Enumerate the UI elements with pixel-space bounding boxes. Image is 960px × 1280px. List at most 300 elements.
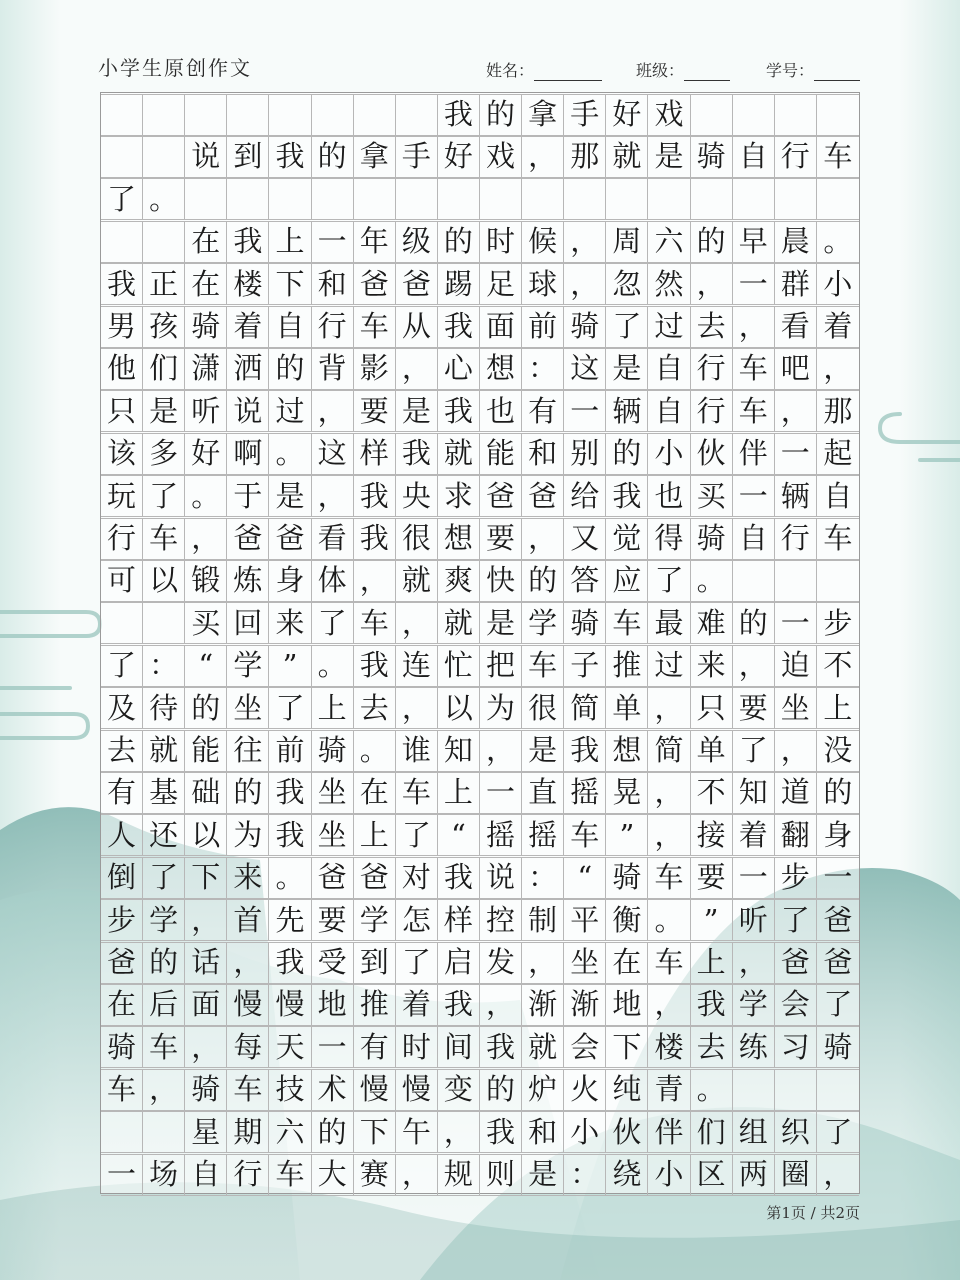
grid-cell: 体 bbox=[312, 560, 354, 602]
grid-cell: “ bbox=[185, 645, 227, 687]
grid-cell bbox=[101, 1111, 143, 1153]
grid-cell: 着 bbox=[733, 814, 775, 856]
grid-cell: 然 bbox=[648, 263, 690, 305]
grid-cell: 爸 bbox=[396, 263, 438, 305]
grid-cell: ， bbox=[733, 942, 775, 984]
grid-cell: 到 bbox=[227, 136, 269, 178]
grid-cell: 就 bbox=[438, 602, 480, 644]
grid-row bbox=[101, 730, 859, 772]
grid-cell: ， bbox=[480, 984, 522, 1026]
grid-cell: 答 bbox=[564, 560, 606, 602]
grid-cell: 摇 bbox=[522, 814, 564, 856]
grid-cell: 我 bbox=[606, 475, 648, 517]
grid-cell: 是 bbox=[480, 602, 522, 644]
grid-cell: 辆 bbox=[775, 475, 817, 517]
grid-cell: 在 bbox=[185, 263, 227, 305]
grid-cell: 样 bbox=[354, 433, 396, 475]
grid-cell: 忙 bbox=[438, 645, 480, 687]
grid-cell: 我 bbox=[396, 433, 438, 475]
grid-cell bbox=[733, 94, 775, 136]
grid-cell bbox=[480, 178, 522, 220]
grid-row bbox=[101, 942, 859, 984]
grid-cell: 好 bbox=[438, 136, 480, 178]
grid-cell: 一 bbox=[733, 857, 775, 899]
grid-cell: 六 bbox=[269, 1111, 311, 1153]
grid-cell: 启 bbox=[438, 942, 480, 984]
grid-cell: 行 bbox=[775, 518, 817, 560]
grid-cell: 人 bbox=[101, 814, 143, 856]
grid-cell bbox=[775, 178, 817, 220]
grid-cell: 一 bbox=[733, 263, 775, 305]
grid-cell: 男 bbox=[101, 306, 143, 348]
grid-cell: 我 bbox=[438, 306, 480, 348]
grid-cell: 行 bbox=[691, 390, 733, 432]
grid-cell: 就 bbox=[143, 730, 185, 772]
grid-cell: 应 bbox=[606, 560, 648, 602]
grid-cell: ， bbox=[775, 390, 817, 432]
grid-cell: ， bbox=[733, 306, 775, 348]
grid-cell: 锻 bbox=[185, 560, 227, 602]
grid-cell: 我 bbox=[269, 136, 311, 178]
grid-cell: 为 bbox=[480, 687, 522, 729]
grid-cell: 一 bbox=[312, 221, 354, 263]
grid-cell: 车 bbox=[227, 1069, 269, 1111]
grid-cell: 础 bbox=[185, 772, 227, 814]
grid-cell: 背 bbox=[312, 348, 354, 390]
grid-cell bbox=[143, 602, 185, 644]
grid-cell: 过 bbox=[269, 390, 311, 432]
grid-cell: 上 bbox=[691, 942, 733, 984]
grid-cell: 有 bbox=[522, 390, 564, 432]
grid-cell: 最 bbox=[648, 602, 690, 644]
grid-cell: 心 bbox=[438, 348, 480, 390]
grid-cell: ： bbox=[143, 645, 185, 687]
grid-cell: 球 bbox=[522, 263, 564, 305]
grid-cell: 要 bbox=[691, 857, 733, 899]
grid-cell: 车 bbox=[817, 518, 859, 560]
grid-cell: 的 bbox=[227, 772, 269, 814]
grid-cell: 听 bbox=[185, 390, 227, 432]
grid-cell: ， bbox=[396, 1154, 438, 1196]
grid-cell: 就 bbox=[522, 1026, 564, 1068]
grid-cell bbox=[817, 1069, 859, 1111]
grid-cell: 了 bbox=[775, 899, 817, 941]
grid-cell: 的 bbox=[606, 433, 648, 475]
grid-cell: 爸 bbox=[354, 263, 396, 305]
page-indicator: 第1页 / 共2页 bbox=[766, 1204, 860, 1222]
grid-cell: 。 bbox=[648, 899, 690, 941]
grid-cell: 以 bbox=[185, 814, 227, 856]
grid-cell: 好 bbox=[185, 433, 227, 475]
grid-cell: 晨 bbox=[775, 221, 817, 263]
grid-cell: ： bbox=[522, 857, 564, 899]
grid-cell: 坐 bbox=[564, 942, 606, 984]
grid-cell bbox=[227, 94, 269, 136]
grid-cell: ， bbox=[227, 942, 269, 984]
grid-cell: ： bbox=[522, 348, 564, 390]
grid-cell: 要 bbox=[480, 518, 522, 560]
grid-row bbox=[101, 1111, 859, 1153]
grid-cell: 去 bbox=[101, 730, 143, 772]
grid-cell: 爸 bbox=[522, 475, 564, 517]
grid-cell: 时 bbox=[396, 1026, 438, 1068]
grid-cell: 自 bbox=[733, 136, 775, 178]
grid-cell: ， bbox=[522, 136, 564, 178]
grid-cell: 一 bbox=[817, 857, 859, 899]
name-blank[interactable] bbox=[534, 62, 602, 81]
grid-cell: 就 bbox=[396, 560, 438, 602]
grid-cell: 过 bbox=[648, 645, 690, 687]
grid-cell: 这 bbox=[312, 433, 354, 475]
grid-cell: ” bbox=[606, 814, 648, 856]
grid-cell: 上 bbox=[312, 687, 354, 729]
grid-cell: 伙 bbox=[691, 433, 733, 475]
grid-cell: 简 bbox=[564, 687, 606, 729]
grid-cell: ， bbox=[691, 263, 733, 305]
grid-cell: 骑 bbox=[564, 306, 606, 348]
grid-cell: 求 bbox=[438, 475, 480, 517]
grid-cell bbox=[101, 221, 143, 263]
grid-cell: 上 bbox=[817, 687, 859, 729]
grid-cell: 行 bbox=[775, 136, 817, 178]
grid-cell: ， bbox=[185, 518, 227, 560]
grid-cell bbox=[606, 178, 648, 220]
grid-cell: 爸 bbox=[101, 942, 143, 984]
grid-cell: 买 bbox=[185, 602, 227, 644]
grid-cell: 我 bbox=[269, 814, 311, 856]
grid-cell: 青 bbox=[648, 1069, 690, 1111]
grid-cell bbox=[354, 178, 396, 220]
grid-cell: 能 bbox=[185, 730, 227, 772]
grid-cell: 去 bbox=[691, 1026, 733, 1068]
grid-cell: 爸 bbox=[227, 518, 269, 560]
grid-cell: 快 bbox=[480, 560, 522, 602]
grid-cell bbox=[817, 178, 859, 220]
grid-cell: 每 bbox=[227, 1026, 269, 1068]
grid-cell: 怎 bbox=[396, 899, 438, 941]
grid-cell: 星 bbox=[185, 1111, 227, 1153]
grid-cell bbox=[733, 560, 775, 602]
grid-cell bbox=[648, 178, 690, 220]
grid-cell: 期 bbox=[227, 1111, 269, 1153]
grid-cell: 面 bbox=[480, 306, 522, 348]
grid-cell: 了 bbox=[396, 942, 438, 984]
grid-row bbox=[101, 1026, 859, 1068]
grid-cell: 手 bbox=[396, 136, 438, 178]
grid-cell: 自 bbox=[269, 306, 311, 348]
grid-cell: 地 bbox=[606, 984, 648, 1026]
grid-cell: 爸 bbox=[480, 475, 522, 517]
grid-cell: 楼 bbox=[227, 263, 269, 305]
grid-cell: 。 bbox=[143, 178, 185, 220]
grid-cell: 给 bbox=[564, 475, 606, 517]
grid-cell bbox=[733, 178, 775, 220]
grid-cell: 早 bbox=[733, 221, 775, 263]
grid-cell: 一 bbox=[775, 602, 817, 644]
grid-cell: 的 bbox=[312, 136, 354, 178]
grid-cell: ： bbox=[564, 1154, 606, 1196]
grid-cell bbox=[227, 178, 269, 220]
grid-cell: 练 bbox=[733, 1026, 775, 1068]
grid-cell: 也 bbox=[648, 475, 690, 517]
grid-cell: 的 bbox=[312, 1111, 354, 1153]
grid-cell: 央 bbox=[396, 475, 438, 517]
grid-cell bbox=[143, 1111, 185, 1153]
grid-cell: 说 bbox=[480, 857, 522, 899]
grid-cell: 爸 bbox=[312, 857, 354, 899]
grid-row bbox=[101, 136, 859, 178]
number-blank[interactable] bbox=[814, 62, 860, 81]
grid-row bbox=[101, 475, 859, 517]
grid-cell: 车 bbox=[101, 1069, 143, 1111]
grid-cell: 下 bbox=[606, 1026, 648, 1068]
grid-cell: 说 bbox=[227, 390, 269, 432]
grid-cell: ， bbox=[733, 645, 775, 687]
grid-cell: 坐 bbox=[312, 814, 354, 856]
grid-cell: 技 bbox=[269, 1069, 311, 1111]
grid-row bbox=[101, 306, 859, 348]
class-label: 班级： bbox=[636, 61, 685, 80]
grid-cell: “ bbox=[438, 814, 480, 856]
grid-cell: 骑 bbox=[185, 306, 227, 348]
grid-cell: 骑 bbox=[564, 602, 606, 644]
grid-cell: ， bbox=[312, 390, 354, 432]
grid-cell: “ bbox=[564, 857, 606, 899]
grid-cell: 车 bbox=[522, 645, 564, 687]
grid-cell bbox=[354, 94, 396, 136]
grid-cell: 想 bbox=[438, 518, 480, 560]
grid-cell: 车 bbox=[269, 1154, 311, 1196]
grid-cell: 车 bbox=[354, 306, 396, 348]
grid-cell: 和 bbox=[312, 263, 354, 305]
grid-cell: 骑 bbox=[185, 1069, 227, 1111]
grid-cell: 控 bbox=[480, 899, 522, 941]
grid-cell: 小 bbox=[817, 263, 859, 305]
grid-cell: 有 bbox=[354, 1026, 396, 1068]
grid-cell: 我 bbox=[438, 94, 480, 136]
grid-cell: 在 bbox=[606, 942, 648, 984]
grid-cell: 平 bbox=[564, 899, 606, 941]
grid-cell: 骑 bbox=[691, 136, 733, 178]
grid-cell: 看 bbox=[312, 518, 354, 560]
name-field bbox=[486, 58, 602, 81]
grid-cell: 渐 bbox=[522, 984, 564, 1026]
grid-cell: 待 bbox=[143, 687, 185, 729]
grid-cell: 从 bbox=[396, 306, 438, 348]
grid-cell: 一 bbox=[733, 475, 775, 517]
grid-cell: 时 bbox=[480, 221, 522, 263]
grid-cell: 我 bbox=[691, 984, 733, 1026]
grid-cell: 了 bbox=[143, 475, 185, 517]
grid-cell bbox=[269, 94, 311, 136]
grid-cell: 是 bbox=[396, 390, 438, 432]
grid-cell: 炼 bbox=[227, 560, 269, 602]
grid-cell: 我 bbox=[480, 1111, 522, 1153]
grid-cell: 来 bbox=[691, 645, 733, 687]
grid-cell: ， bbox=[354, 560, 396, 602]
grid-cell: 的 bbox=[733, 602, 775, 644]
grid-cell: ， bbox=[438, 1111, 480, 1153]
grid-cell: 慢 bbox=[269, 984, 311, 1026]
grid-cell: 车 bbox=[648, 857, 690, 899]
grid-cell: 单 bbox=[691, 730, 733, 772]
grid-cell bbox=[775, 1069, 817, 1111]
grid-cell: 一 bbox=[775, 433, 817, 475]
grid-row bbox=[101, 178, 859, 220]
grid-row bbox=[101, 772, 859, 814]
grid-cell: 过 bbox=[648, 306, 690, 348]
grid-cell: 就 bbox=[438, 433, 480, 475]
grid-cell: 要 bbox=[733, 687, 775, 729]
grid-cell: ， bbox=[396, 687, 438, 729]
grid-cell bbox=[438, 178, 480, 220]
grid-cell: 该 bbox=[101, 433, 143, 475]
grid-cell: 学 bbox=[354, 899, 396, 941]
grid-cell: 推 bbox=[354, 984, 396, 1026]
grid-cell: 车 bbox=[606, 602, 648, 644]
grid-cell: 还 bbox=[143, 814, 185, 856]
grid-cell: 骑 bbox=[101, 1026, 143, 1068]
grid-cell: 一 bbox=[312, 1026, 354, 1068]
grid-row bbox=[101, 433, 859, 475]
grid-cell: 前 bbox=[269, 730, 311, 772]
grid-cell: 着 bbox=[817, 306, 859, 348]
grid-cell: 玩 bbox=[101, 475, 143, 517]
grid-cell: 只 bbox=[691, 687, 733, 729]
grid-cell: 和 bbox=[522, 433, 564, 475]
grid-cell: 衡 bbox=[606, 899, 648, 941]
grid-cell: 说 bbox=[185, 136, 227, 178]
grid-cell: 在 bbox=[185, 221, 227, 263]
grid-cell: 我 bbox=[101, 263, 143, 305]
grid-cell: ， bbox=[648, 984, 690, 1026]
grid-cell: 又 bbox=[564, 518, 606, 560]
grid-cell: 来 bbox=[227, 857, 269, 899]
grid-row bbox=[101, 1154, 859, 1196]
grid-cell: 。 bbox=[185, 475, 227, 517]
grid-cell: 骑 bbox=[606, 857, 648, 899]
grid-cell: 上 bbox=[269, 221, 311, 263]
grid-cell bbox=[775, 560, 817, 602]
grid-cell bbox=[101, 136, 143, 178]
page-title: 小学生原创作文 bbox=[98, 56, 252, 80]
grid-cell: 正 bbox=[143, 263, 185, 305]
grid-cell: 发 bbox=[480, 942, 522, 984]
grid-cell bbox=[396, 94, 438, 136]
grid-cell: 戏 bbox=[480, 136, 522, 178]
grid-cell: 下 bbox=[185, 857, 227, 899]
grid-row bbox=[101, 560, 859, 602]
grid-cell bbox=[269, 178, 311, 220]
grid-cell: 样 bbox=[438, 899, 480, 941]
grid-cell: 爸 bbox=[817, 899, 859, 941]
grid-cell: 是 bbox=[648, 136, 690, 178]
grid-cell: 来 bbox=[269, 602, 311, 644]
grid-cell: 话 bbox=[185, 942, 227, 984]
grid-cell: 小 bbox=[564, 1111, 606, 1153]
grid-cell: 术 bbox=[312, 1069, 354, 1111]
grid-cell: 一 bbox=[480, 772, 522, 814]
name-label: 姓名： bbox=[486, 61, 535, 80]
grid-row bbox=[101, 518, 859, 560]
grid-cell: ， bbox=[143, 1069, 185, 1111]
grid-cell: 步 bbox=[817, 602, 859, 644]
grid-cell: 子 bbox=[564, 645, 606, 687]
grid-row bbox=[101, 390, 859, 432]
grid-cell: 去 bbox=[691, 306, 733, 348]
grid-cell bbox=[522, 178, 564, 220]
grid-cell: 好 bbox=[606, 94, 648, 136]
grid-cell: 渐 bbox=[564, 984, 606, 1026]
grid-cell: 摇 bbox=[480, 814, 522, 856]
grid-cell: 。 bbox=[269, 433, 311, 475]
grid-cell: 单 bbox=[606, 687, 648, 729]
grid-cell: 车 bbox=[817, 136, 859, 178]
grid-cell: 小 bbox=[648, 433, 690, 475]
grid-cell bbox=[396, 178, 438, 220]
grid-cell: 行 bbox=[227, 1154, 269, 1196]
grid-cell: 自 bbox=[648, 390, 690, 432]
grid-cell bbox=[101, 94, 143, 136]
grid-cell: 买 bbox=[691, 475, 733, 517]
grid-cell: 了 bbox=[733, 730, 775, 772]
grid-cell: 赛 bbox=[354, 1154, 396, 1196]
grid-cell: ， bbox=[648, 687, 690, 729]
grid-cell: 学 bbox=[227, 645, 269, 687]
grid-cell: 伙 bbox=[606, 1111, 648, 1153]
grid-cell: 炉 bbox=[522, 1069, 564, 1111]
grid-row bbox=[101, 1069, 859, 1111]
grid-cell: 爽 bbox=[438, 560, 480, 602]
grid-cell: 组 bbox=[733, 1111, 775, 1153]
grid-cell: 我 bbox=[354, 475, 396, 517]
grid-cell: 接 bbox=[691, 814, 733, 856]
grid-cell: 。 bbox=[691, 1069, 733, 1111]
grid-cell: 后 bbox=[143, 984, 185, 1026]
grid-cell: 是 bbox=[522, 730, 564, 772]
grid-cell: 自 bbox=[733, 518, 775, 560]
grid-cell: ， bbox=[480, 730, 522, 772]
grid-cell: 骑 bbox=[817, 1026, 859, 1068]
grid-cell: 骑 bbox=[312, 730, 354, 772]
grid-cell: ， bbox=[775, 730, 817, 772]
grid-cell: 车 bbox=[396, 772, 438, 814]
grid-cell: 没 bbox=[817, 730, 859, 772]
grid-row bbox=[101, 984, 859, 1026]
grid-cell: 自 bbox=[817, 475, 859, 517]
grid-cell: 谁 bbox=[396, 730, 438, 772]
grid-cell: ” bbox=[691, 899, 733, 941]
grid-cell: 了 bbox=[817, 1111, 859, 1153]
grid-cell: 会 bbox=[564, 1026, 606, 1068]
grid-cell: 上 bbox=[438, 772, 480, 814]
grid-cell: 吧 bbox=[775, 348, 817, 390]
grid-row bbox=[101, 348, 859, 390]
grid-cell: 的 bbox=[522, 560, 564, 602]
grid-cell bbox=[733, 1069, 775, 1111]
grid-row bbox=[101, 221, 859, 263]
grid-cell: 一 bbox=[564, 390, 606, 432]
class-blank[interactable] bbox=[684, 62, 730, 81]
grid-row bbox=[101, 263, 859, 305]
grid-cell: 道 bbox=[775, 772, 817, 814]
grid-cell: 往 bbox=[227, 730, 269, 772]
grid-cell: 受 bbox=[312, 942, 354, 984]
grid-cell bbox=[312, 94, 354, 136]
grid-cell: 得 bbox=[648, 518, 690, 560]
grid-row bbox=[101, 94, 859, 136]
grid-cell: 以 bbox=[438, 687, 480, 729]
